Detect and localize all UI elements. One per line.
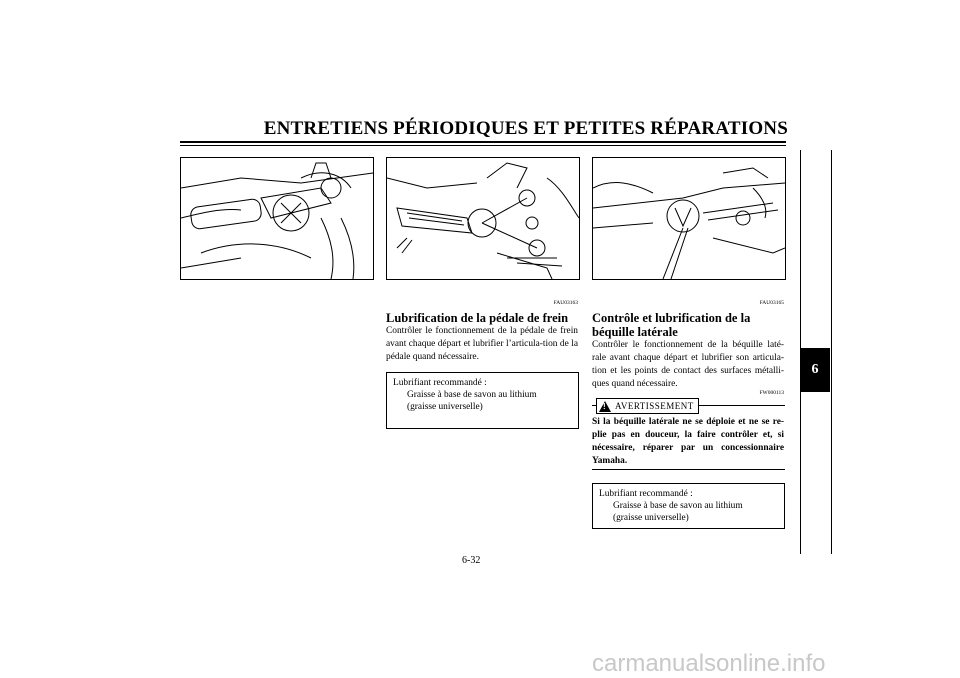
lubricant-label: Lubrifiant recommandé :: [393, 378, 487, 388]
brake-lever-illustration: [180, 157, 374, 280]
lubricant-line1: Graisse à base de savon au lithium: [407, 390, 537, 400]
lubricant-line2: (graisse universelle): [613, 513, 689, 523]
section-code: FAU03165: [759, 300, 784, 306]
warning-text: Si la béquille latérale ne se déploie et ne se re-plie pas en douceur, la faire contrôler et, si nécessaire, réparer par un concessionnaire Yamaha.: [592, 417, 784, 466]
page-header-title: ENTRETIENS PÉRIODIQUES ET PETITES RÉPARATIONS: [263, 118, 788, 139]
section-body-brake-pedal: Contrôler le fonctionnement de la pédale de frein avant chaque départ et lubrifier l’articula-tion de la pédale quand nécessaire.: [386, 326, 578, 362]
section-code: FAU03163: [553, 300, 578, 306]
lubricant-box-sidestand: [592, 483, 785, 529]
lubricant-line2: (graisse universelle): [407, 402, 483, 412]
header-rule-thin: [180, 145, 786, 146]
page-number: 6-32: [462, 555, 481, 566]
sidestand-illustration: [592, 157, 786, 280]
warning-label: [596, 398, 699, 415]
chapter-tab: 6: [800, 348, 830, 392]
section-title-sidestand: [592, 311, 788, 339]
section-body-sidestand: Contrôler le fonctionnement de la béquille laté-rale avant chaque départ et lubrifier son articula-tion et les points de contact des surfaces métalli-ques quand nécessaire.: [592, 340, 784, 389]
lubricant-label: Lubrifiant recommandé :: [599, 489, 693, 499]
section-title-line1: Contrôle et lubrification de la: [592, 311, 751, 325]
lubricant-line1: Graisse à base de savon au lithium: [613, 501, 743, 511]
section-title-brake-pedal: Lubrification de la pédale de frein: [386, 311, 569, 325]
warning-badge: [596, 398, 699, 414]
warning-code: FW000113: [759, 390, 784, 396]
section-title-line2: béquille latérale: [592, 325, 678, 339]
warning-triangle-icon: !: [599, 401, 611, 412]
watermark: carmanualsonline.info: [592, 650, 826, 677]
warning-label-text: AVERTISSEMENT: [615, 401, 694, 411]
header-rule-thick: [180, 141, 786, 143]
brake-pedal-illustration: [386, 157, 580, 280]
lubricant-box-brake-pedal: [386, 372, 579, 429]
warning-rule-bottom: [592, 469, 785, 470]
